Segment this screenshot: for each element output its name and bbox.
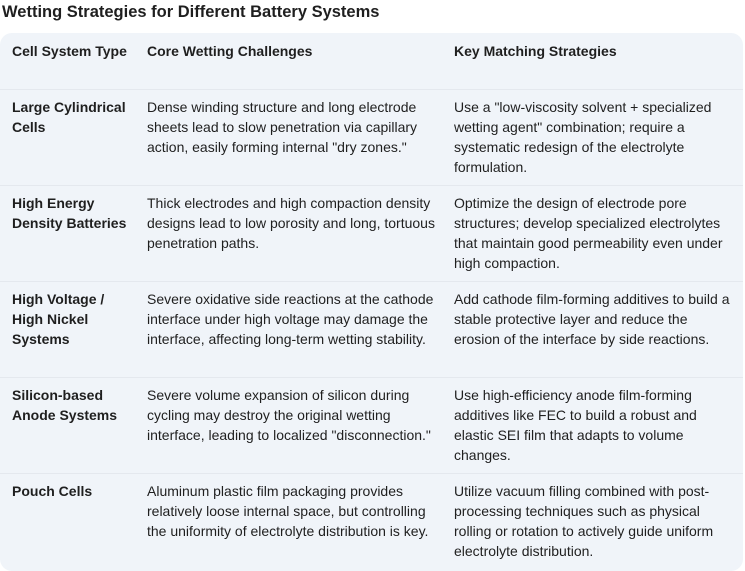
cell-system-type: Silicon-based Anode Systems [12, 387, 118, 423]
cell-challenge: Severe volume expansion of silicon during cycling may destroy the original wetting interface, leading to localized "disconnection." [147, 387, 431, 443]
cell-challenge: Aluminum plastic film packaging provides relatively loose internal space, but controlling the uniformity of electrolyte distribution is key. [147, 483, 429, 539]
row-divider [0, 377, 743, 378]
header-cell-strategies: Key Matching Strategies [454, 43, 617, 59]
cell-system-type: Pouch Cells [12, 483, 93, 499]
cell-strategy: Use a "low-viscosity solvent + specialized wetting agent" combination; require a systematic redesign of the electrolyte formulation. [454, 99, 712, 175]
header-cell-challenges: Core Wetting Challenges [147, 43, 313, 59]
strategies-table [0, 33, 743, 571]
row-divider [0, 473, 743, 474]
cell-strategy: Use high-efficiency anode film-forming additives like FEC to build a robust and elastic SEI film that adapts to volume changes. [454, 387, 697, 463]
cell-challenge: Dense winding structure and long electrode sheets lead to slow penetration via capillary action, easily forming internal "dry zones." [147, 99, 418, 155]
row-divider [0, 89, 743, 90]
cell-system-type: High Energy Density Batteries [12, 195, 127, 231]
row-divider [0, 281, 743, 282]
row-divider [0, 185, 743, 186]
cell-challenge: Thick electrodes and high compaction density designs lead to low porosity and long, tortuous penetration paths. [147, 195, 435, 251]
cell-challenge: Severe oxidative side reactions at the cathode interface under high voltage may damage the interface, affecting long-term wetting stability. [147, 291, 434, 347]
cell-system-type: Large Cylindrical Cells [12, 99, 126, 135]
cell-strategy: Utilize vacuum filling combined with post-processing techniques such as physical rolling or rotation to actively guide uniform electrolyte distribution. [454, 483, 714, 559]
page-title: Wetting Strategies for Different Battery Systems [2, 3, 380, 21]
cell-strategy: Add cathode film-forming additives to build a stable protective layer and reduce the erosion of the interface by side reactions. [454, 291, 730, 347]
cell-strategy: Optimize the design of electrode pore structures; develop specialized electrolytes that maintain good permeability even under high compaction. [454, 195, 723, 271]
header-cell-system-type: Cell System Type [12, 43, 127, 59]
cell-system-type: High Voltage / High Nickel Systems [12, 291, 105, 347]
